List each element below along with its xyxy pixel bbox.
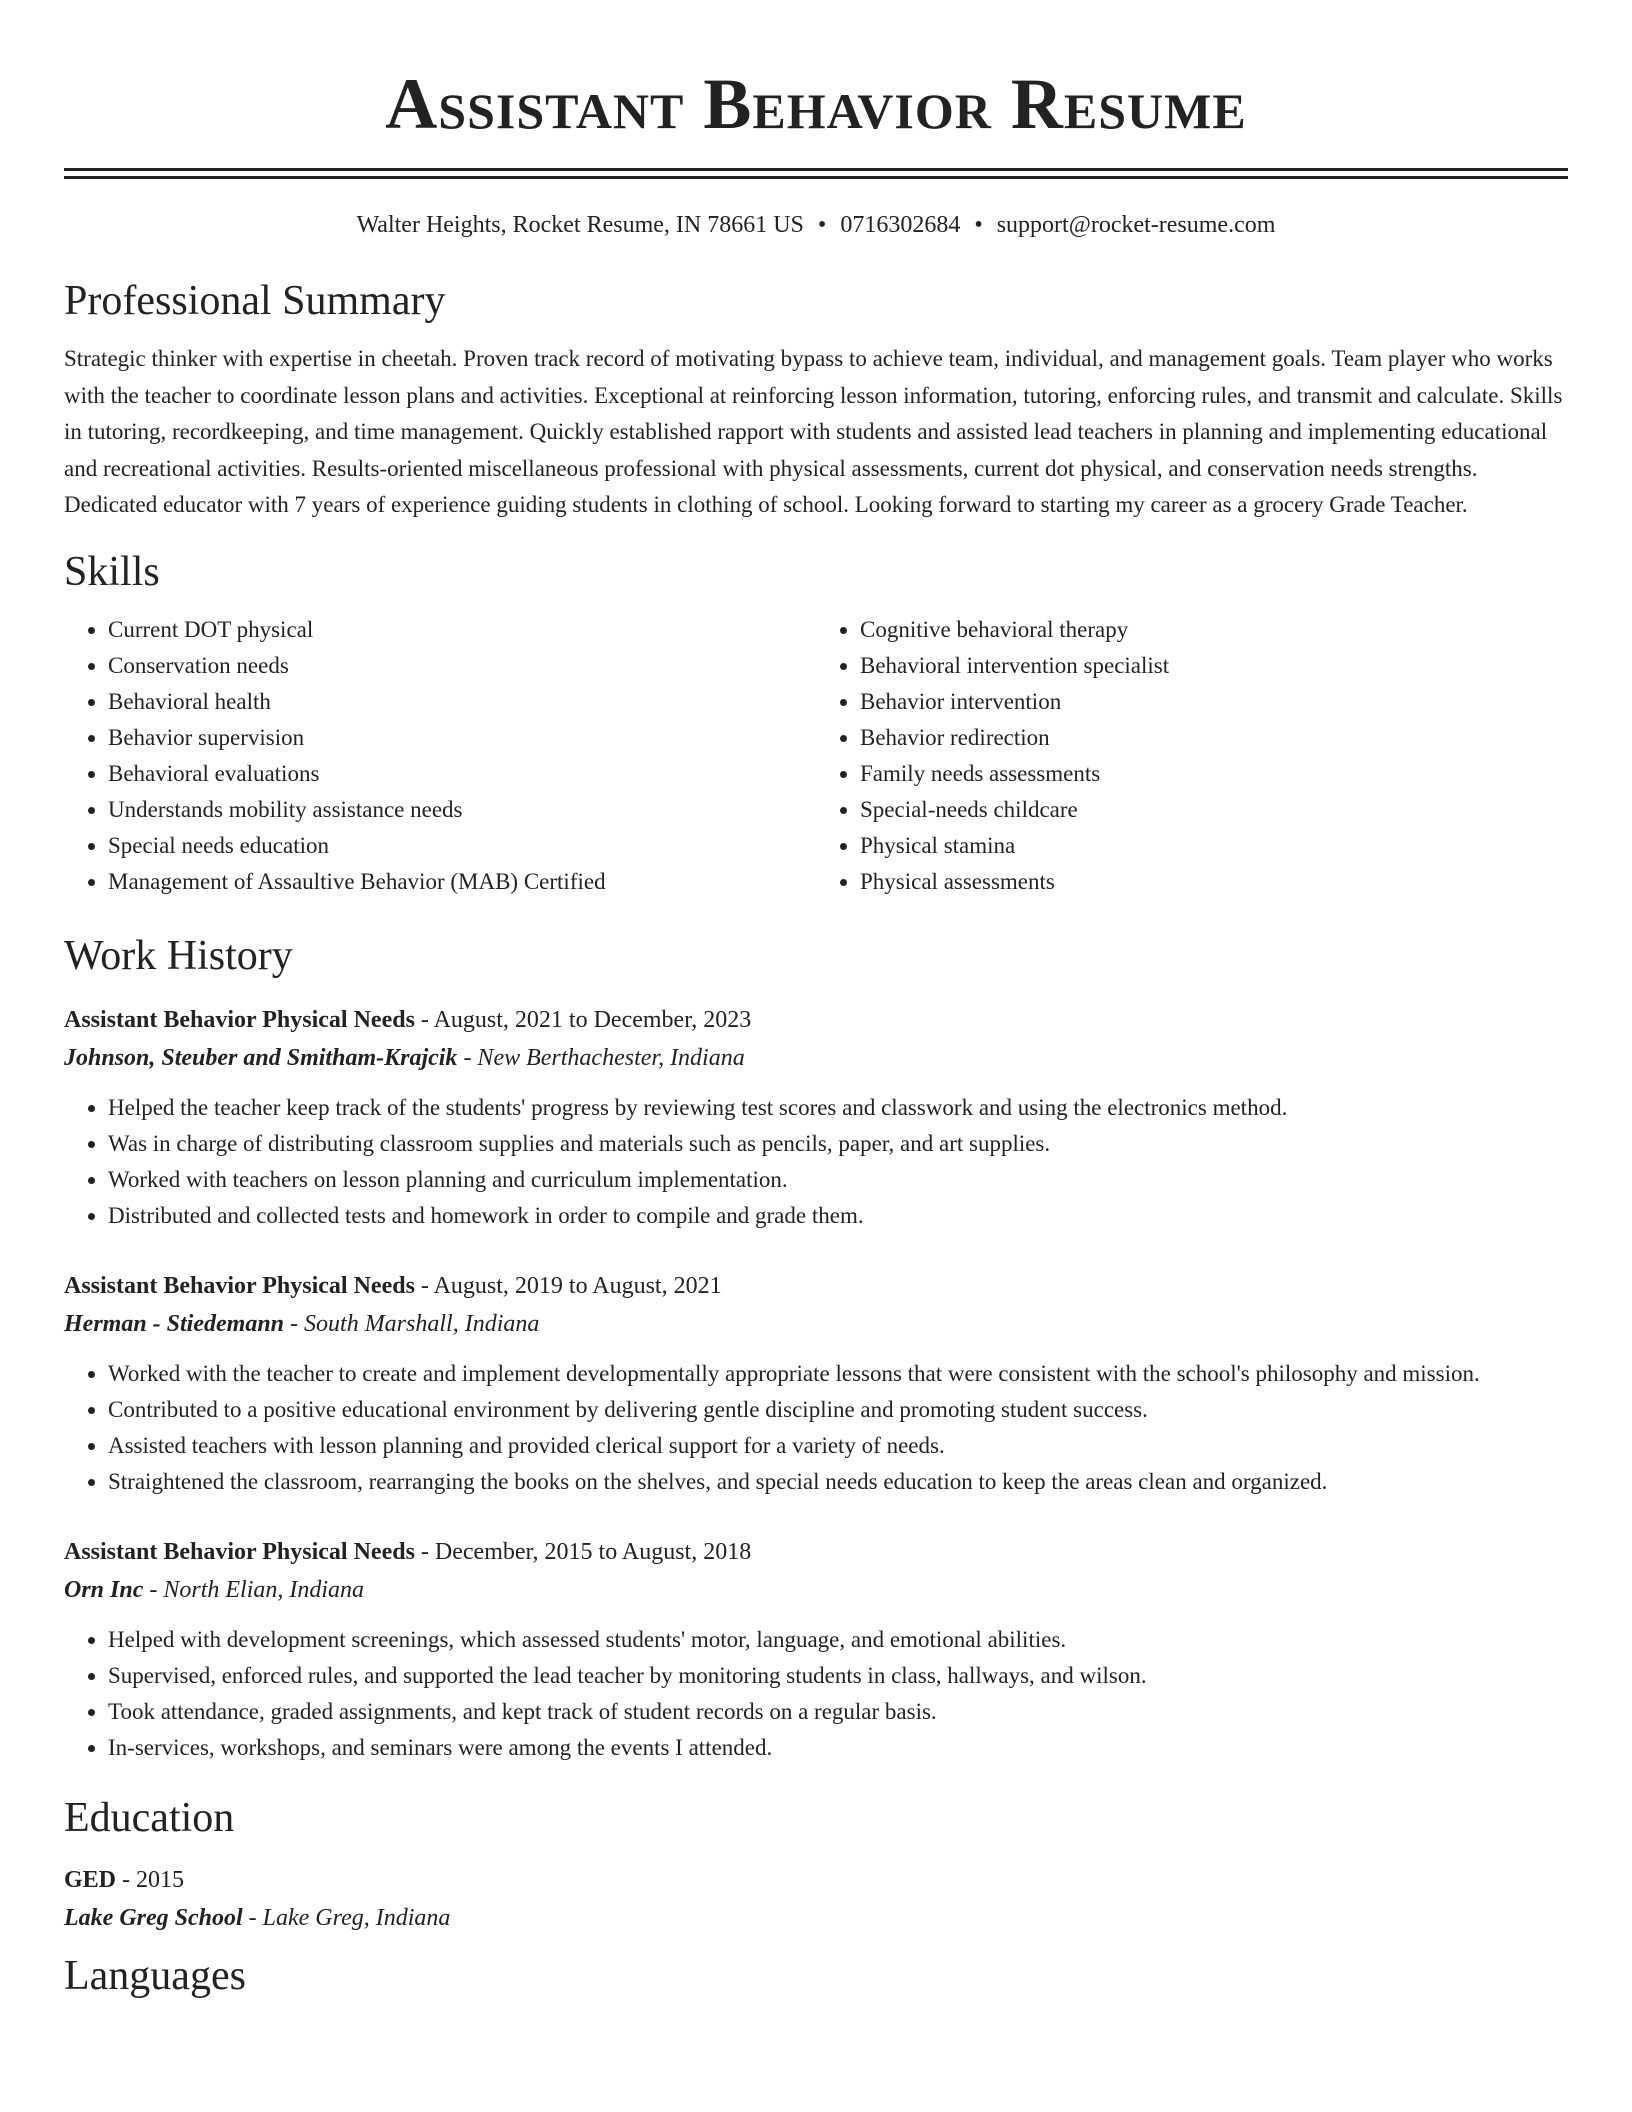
education-entry — [64, 1862, 1568, 1938]
skills-column-left — [64, 612, 816, 900]
job-heading — [64, 1534, 1568, 1570]
work-history-heading: Work History — [64, 932, 293, 979]
job-dates: - December, 2015 to August, 2018 — [414, 1538, 752, 1565]
skill-item: • Special-needs childcare — [860, 792, 1568, 828]
job-company: Orn Inc — [64, 1576, 144, 1603]
skill-item: • Current DOT physical — [108, 612, 816, 648]
education-school-line — [64, 1898, 1568, 1938]
contact-phone: 0716302684 — [840, 212, 961, 238]
job-employer — [64, 1570, 1568, 1610]
job-bullet: • Distributed and collected tests and homework in order to compile and grade them. — [108, 1198, 1568, 1234]
job-bullet: • Worked with teachers on lesson planning and curriculum implementation. — [108, 1162, 1568, 1198]
job-dates: - August, 2019 to August, 2021 — [414, 1272, 722, 1299]
job-bullets — [64, 1356, 1568, 1500]
job-bullet: • In-services, workshops, and seminars were among the events I attended. — [108, 1730, 1568, 1766]
job-bullet: • Supervised, enforced rules, and supported the lead teacher by monitoring students in class, hallways, and wilson. — [108, 1658, 1568, 1694]
job-entry — [64, 1268, 1568, 1500]
job-location: - South Marshall, Indiana — [284, 1310, 540, 1337]
skill-item: • Behavioral intervention specialist — [860, 648, 1568, 684]
summary-heading: Professional Summary — [64, 278, 446, 324]
job-bullets — [64, 1090, 1568, 1234]
job-location: - North Elian, Indiana — [143, 1576, 365, 1603]
summary-text: Strategic thinker with expertise in cheetah. Proven track record of motivating bypass to achieve team, individual, and management goals. Team player who works with the teacher to coordinate lesson plans and activities. Exceptional at reinforcing lesson information, tutoring, enforcing rules, and transmit and calculate. Skills in tutoring, recordkeeping, and time management. Quickly established rapport with students and assisted lead teachers in planning and implementing educational and recreational activities. Results-oriented miscellaneous professional with physical assessments, current dot physical, and conservation needs strengths. Dedicated educator with 7 years of experience guiding students in clothing of school. Looking forward to starting my career as a grocery Grade Teacher. — [64, 346, 1563, 517]
contact-separator: • — [817, 212, 827, 238]
skill-item: • Cognitive behavioral therapy — [860, 612, 1568, 648]
contact-email: support@rocket-resume.com — [996, 212, 1276, 238]
contact-address: Walter Heights, Rocket Resume, IN 78661 US — [356, 212, 804, 238]
skill-item: • Family needs assessments — [860, 756, 1568, 792]
contact-line — [64, 209, 1568, 241]
job-bullet: • Contributed to a positive educational environment by delivering gentle discipline and promoting student success. — [108, 1392, 1568, 1428]
resume-title: Assistant Behavior Resume — [385, 64, 1247, 144]
job-employer — [64, 1038, 1568, 1078]
skill-item: • Behavior supervision — [108, 720, 816, 756]
job-bullet: • Helped with development screenings, which assessed students' motor, language, and emotional abilities. — [108, 1622, 1568, 1658]
job-position: Assistant Behavior Physical Needs — [64, 1006, 415, 1033]
skill-item: • Behavioral health — [108, 684, 816, 720]
job-company: Johnson, Steuber and Smitham-Krajcik — [64, 1044, 458, 1071]
job-bullet: • Assisted teachers with lesson planning and provided clerical support for a variety of needs. — [108, 1428, 1568, 1464]
job-bullets — [64, 1622, 1568, 1766]
skills-list — [64, 612, 1568, 900]
skill-item: • Understands mobility assistance needs — [108, 792, 816, 828]
skill-item: • Management of Assaultive Behavior (MAB) Certified — [108, 864, 816, 900]
skill-item: • Special needs education — [108, 828, 816, 864]
job-entry — [64, 1002, 1568, 1234]
skills-heading: Skills — [64, 548, 160, 595]
job-employer — [64, 1304, 1568, 1344]
skill-item: • Physical stamina — [860, 828, 1568, 864]
job-bullet: • Took attendance, graded assignments, and kept track of student records on a regular basis. — [108, 1694, 1568, 1730]
job-location: - New Berthachester, Indiana — [457, 1044, 745, 1071]
languages-heading: Languages — [64, 1952, 246, 1999]
job-position: Assistant Behavior Physical Needs — [64, 1272, 415, 1299]
job-heading — [64, 1002, 1568, 1038]
job-company: Herman - Stiedemann — [64, 1310, 285, 1337]
education-degree-line — [64, 1862, 1568, 1898]
education-year: - 2015 — [116, 1866, 185, 1893]
job-heading — [64, 1268, 1568, 1304]
job-dates: - August, 2021 to December, 2023 — [414, 1006, 752, 1033]
skill-item: • Behavior intervention — [860, 684, 1568, 720]
job-bullet: • Straightened the classroom, rearranging the books on the shelves, and special needs education to keep the areas clean and organized. — [108, 1464, 1568, 1500]
education-location: - Lake Greg, Indiana — [242, 1904, 451, 1931]
job-bullet: • Worked with the teacher to create and implement developmentally appropriate lessons that were consistent with the school's philosophy and mission. — [108, 1356, 1568, 1392]
education-heading: Education — [64, 1794, 235, 1841]
skill-item: • Conservation needs — [108, 648, 816, 684]
skills-column-right — [816, 612, 1568, 900]
skill-item: • Behavior redirection — [860, 720, 1568, 756]
job-bullet: • Was in charge of distributing classroom supplies and materials such as pencils, paper, and art supplies. — [108, 1126, 1568, 1162]
skill-item: • Behavioral evaluations — [108, 756, 816, 792]
title-divider — [64, 168, 1568, 179]
education-school: Lake Greg School — [64, 1904, 243, 1931]
skill-item: • Physical assessments — [860, 864, 1568, 900]
job-position: Assistant Behavior Physical Needs — [64, 1538, 415, 1565]
education-degree: GED — [64, 1866, 117, 1893]
contact-separator: • — [974, 212, 983, 238]
job-bullet: • Helped the teacher keep track of the students' progress by reviewing test scores and classwork and using the electronics method. — [108, 1090, 1568, 1126]
job-entry — [64, 1534, 1568, 1766]
